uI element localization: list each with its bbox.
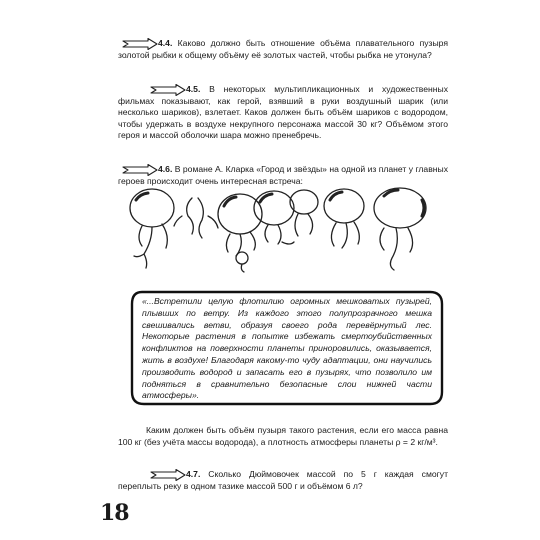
- problem-4-7: [118, 469, 448, 492]
- problem-text: Сколько Дюймовочек массой по 5 г каждая смогут переплыть реку в одном тазике массой 500 г и объёмом 6 л?: [118, 469, 448, 491]
- novel-quote: «...Встретили целую флотилию огромных мешковатых пузырей, плывших по ветру. Из каждого этого полупрозрачного мешка свешивались ветви, образуя своего рода перевёрнутый лес. Некоторые растения в попытке избежать смертоубийственных конфликтов на поверхности планеты приноровились, оказывается, жить в воздухе! Благодаря какому-то чуду адаптации, они научились производить водород и запасать его в пузырях, что позволило им подняться в сравнительно безопасные слои нижней части атмосферы».: [142, 296, 432, 401]
- floating-plants-illustration: [122, 186, 432, 274]
- problem-4-6: [118, 164, 448, 187]
- problem-text: Каково должно быть отношение объёма плавательного пузыря золотой рыбки к общему объёму её золотых частей, чтобы рыбка не утонула?: [118, 38, 448, 60]
- problem-text: В некоторых мультипликационных и художественных фильмах показывают, как герой, взявший в руки воздушный шарик (или несколько шариков), взлетает. Каков должен быть объём шариков с водородом, чтобы удержать в воздухе некрупного персонажа массой 30 кг? Объёмом этого героя и массой оболочки шара можно пренебречь.: [118, 84, 448, 141]
- problem-4-4: [118, 38, 448, 61]
- problem-number: 4.6.: [158, 164, 173, 174]
- page-number: 18: [100, 500, 129, 526]
- problem-4-6-question: Каким должен быть объём пузыря такого растения, если его масса равна 100 кг (без учёта массы водорода), а плотность атмосферы планеты ρ = 2 кг/м³.: [118, 425, 448, 447]
- problem-number: 4.4.: [158, 38, 173, 48]
- problem-number: 4.5.: [186, 84, 201, 94]
- problem-number: 4.7.: [186, 469, 201, 479]
- problem-4-5: [118, 84, 448, 142]
- problem-text: В романе А. Кларка «Город и звёзды» на одной из планет у главных героев происходит очень интересная встреча:: [118, 164, 448, 186]
